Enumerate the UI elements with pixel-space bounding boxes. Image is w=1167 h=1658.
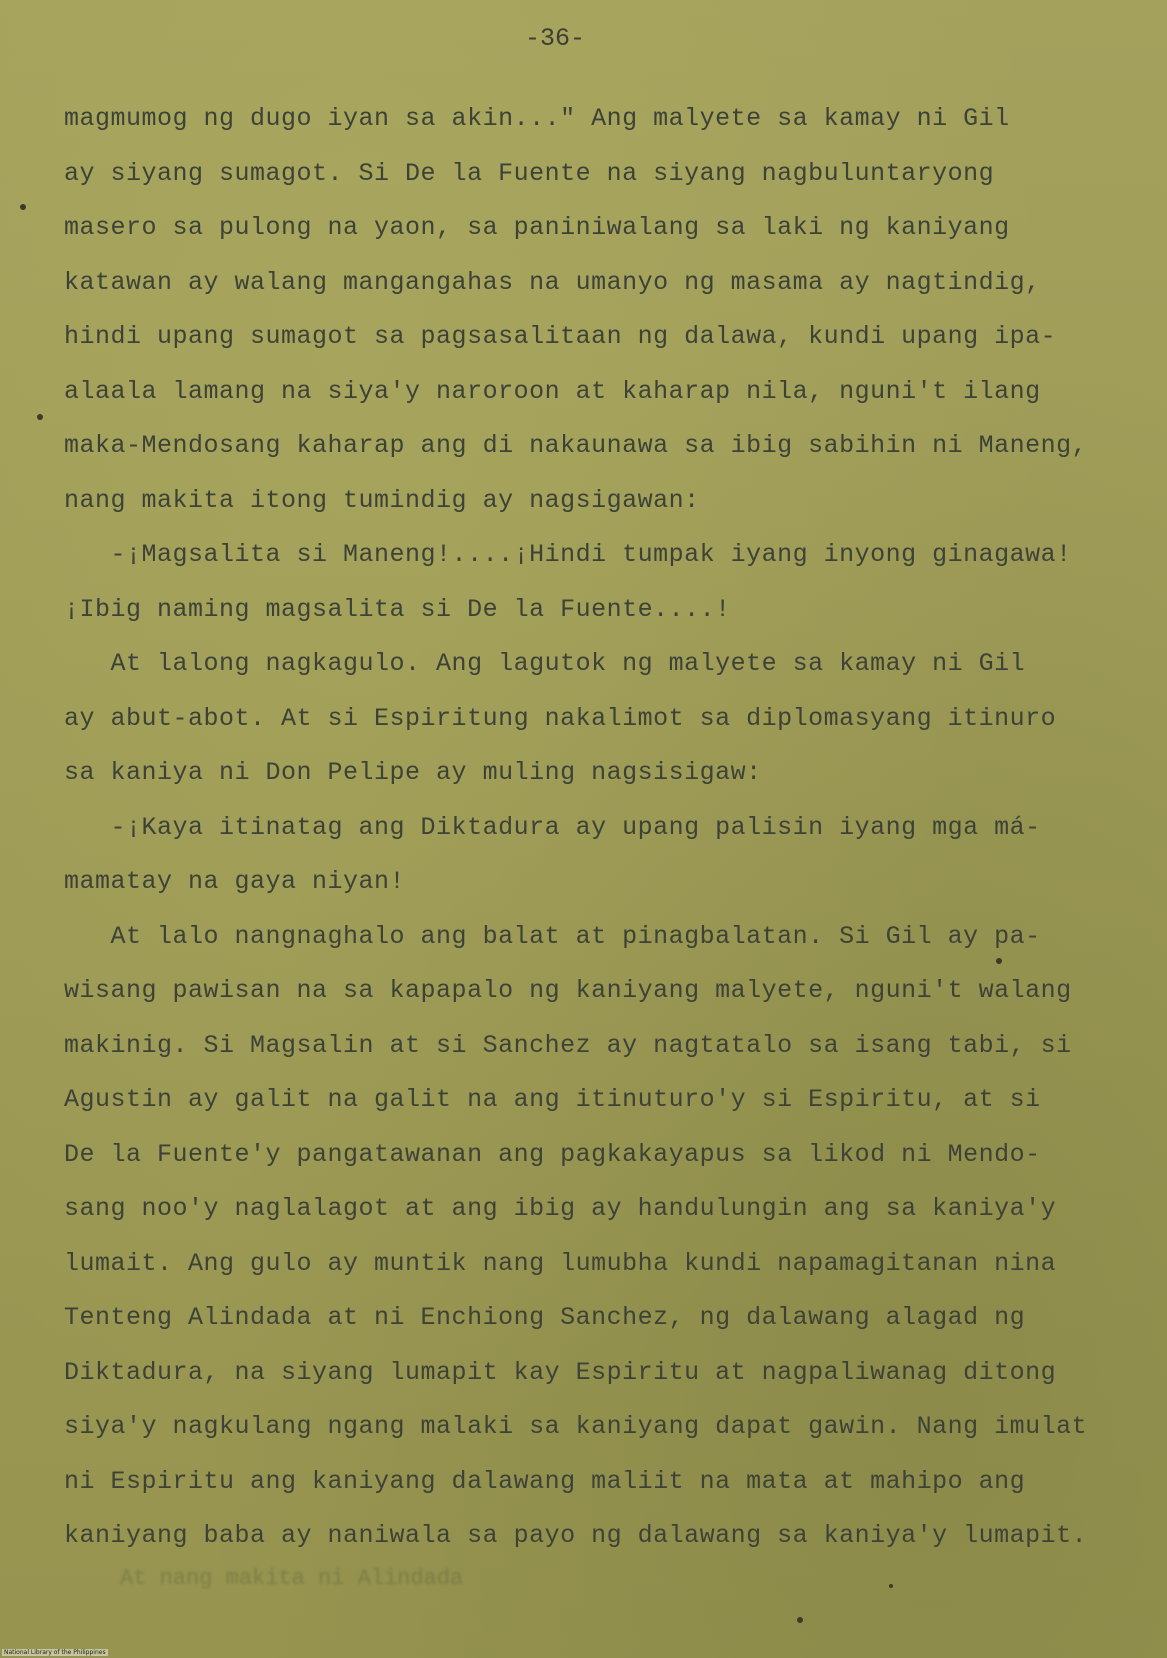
text-line: maka-Mendosang kaharap ang di nakaunawa sa ibig sabihin ni Maneng,: [64, 431, 1088, 460]
ink-speck: [20, 204, 26, 210]
text-line: ¡Ibig naming magsalita si De la Fuente....!: [64, 594, 731, 624]
ink-speck: [889, 1584, 893, 1588]
text-line: Tenteng Alindada at ni Enchiong Sanchez, ng dalawang alagad ng: [64, 1303, 1026, 1332]
library-credit: National Library of the Philippines: [4, 1649, 106, 1656]
text-line: -¡Kaya itinatag ang Diktadura ay upang palisin iyang mga má-: [64, 812, 1041, 842]
document-body: [64, 104, 1154, 1576]
text-line: siya'y nagkulang ngang malaki sa kaniyang dapat gawin. Nang imulat: [64, 1412, 1088, 1441]
text-line: lumait. Ang gulo ay muntik nang lumubha kundi napamagitanan nina: [64, 1248, 1057, 1278]
text-line: makinig. Si Magsalin at si Sanchez ay nagtatalo sa isang tabi, si: [64, 1030, 1072, 1060]
text-line: Diktadura, na siyang lumapit kay Espiritu at nagpaliwanag ditong: [64, 1357, 1057, 1387]
text-line: De la Fuente'y pangatawanan ang pagkakayapus sa likod ni Mendo-: [64, 1139, 1041, 1169]
bleed-through-text: At nang makita ni Alindada: [120, 1566, 464, 1591]
text-line: At lalo nangnaghalo ang balat at pinagbalatan. Si Gil ay pa-: [64, 921, 1041, 951]
text-line: alaala lamang na siya'y naroroon at kaharap nila, nguni't ilang: [64, 376, 1041, 406]
ink-speck: [797, 1617, 803, 1623]
text-line: magmumog ng dugo iyan sa akin..." Ang malyete sa kamay ni Gil: [64, 104, 1010, 133]
text-line: ay abut-abot. At si Espiritung nakalimot sa diplomasyang itinuro: [64, 703, 1057, 733]
text-line: At lalong nagkagulo. Ang lagutok ng malyete sa kamay ni Gil: [64, 649, 1026, 678]
ink-speck: [37, 414, 43, 420]
text-line: Agustin ay galit na galit na ang itinuturo'y si Espiritu, at si: [64, 1085, 1041, 1114]
text-line: sang noo'y naglalagot at ang ibig ay handulungin ang sa kaniya'y: [64, 1194, 1057, 1223]
text-line: wisang pawisan na sa kapapalo ng kaniyang malyete, nguni't walang: [64, 976, 1072, 1005]
text-line: masero sa pulong na yaon, sa paniniwalang sa laki ng kaniyang: [64, 213, 1010, 242]
text-line: mamatay na gaya niyan!: [64, 867, 406, 896]
text-line: katawan ay walang mangangahas na umanyo ng masama ay nagtindig,: [64, 267, 1041, 297]
text-line: kaniyang baba ay naniwala sa payo ng dalawang sa kaniya'y lumapit.: [64, 1521, 1088, 1550]
text-line: sa kaniya ni Don Pelipe ay muling nagsisigaw:: [64, 758, 762, 787]
text-line: nang makita itong tumindig ay nagsigawan:: [64, 485, 700, 515]
ink-speck: [996, 958, 1002, 964]
text-line: ay siyang sumagot. Si De la Fuente na siyang nagbuluntaryong: [64, 158, 995, 188]
text-line: -¡Magsalita si Maneng!....¡Hindi tumpak iyang inyong ginagawa!: [64, 540, 1072, 569]
text-line: ni Espiritu ang kaniyang dalawang maliit na mata at mahipo ang: [64, 1466, 1026, 1496]
page-number: -36-: [524, 24, 585, 53]
text-line: hindi upang sumagot sa pagsasalitaan ng dalawa, kundi upang ipa-: [64, 322, 1057, 351]
